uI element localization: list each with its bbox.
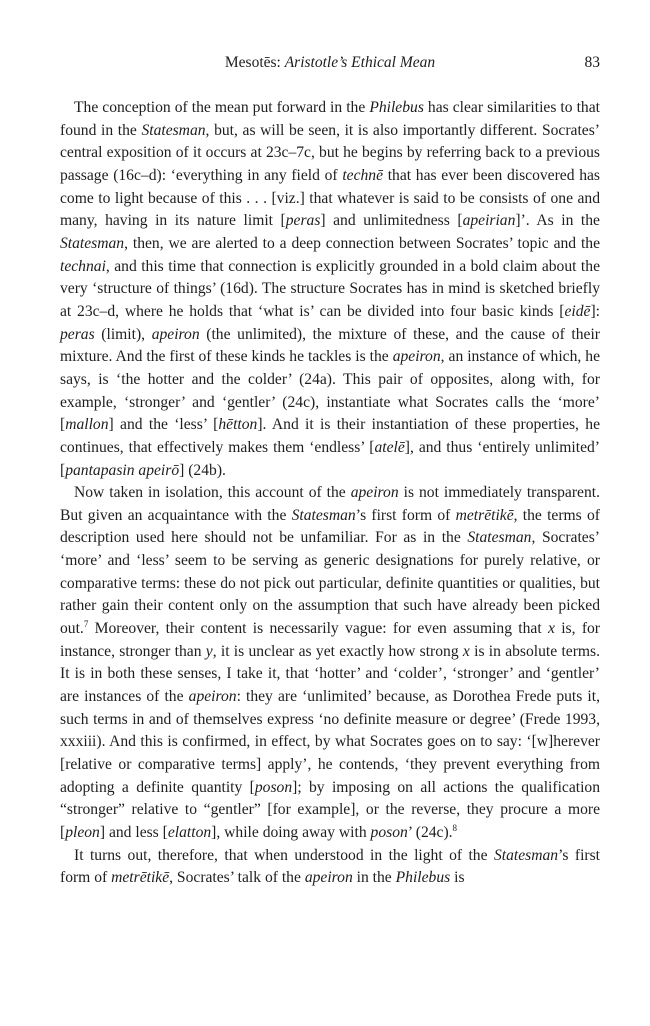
italic-term: apeiron <box>350 484 399 502</box>
italic-term: pleon <box>65 824 100 841</box>
italic-term: atelē <box>374 438 405 456</box>
text-run: , then, we are alerted to a deep connection between Socrates’ topic and the <box>124 234 600 252</box>
text-run: , it is unclear as yet exactly how strong <box>212 642 463 660</box>
italic-term: Philebus <box>395 869 451 887</box>
text-run: ] and less [ <box>99 824 168 841</box>
italic-term: apeiron <box>151 325 200 343</box>
text-run: (limit), <box>94 325 152 343</box>
paragraph <box>60 845 600 890</box>
text-run: It turns out, therefore, that when understood in the light of the <box>74 846 494 864</box>
text-run: : they are ‘unlimited’ because, as Dorothea Frede puts it, such terms in and of themselves express ‘no definite measure or degree’ (Frede 1993, xxxiii). And this is confirmed, in effect, by what Socrates goes on to say: ‘[w]herever [relative or comparative terms] apply’, he contends, ‘they prevent everything from adopting a definite quantity [ <box>60 688 600 796</box>
text-run: ], and thus ‘entirely unlimited’ [ <box>60 438 600 479</box>
text-run: has clear similarities to that found in the <box>60 99 600 139</box>
italic-term: apeiron <box>392 348 441 366</box>
paragraph <box>60 97 600 482</box>
text-run: Moreover, their content is necessarily vague: for even assuming that <box>88 620 548 638</box>
text-run: is <box>450 869 465 887</box>
text-run: ]. And it is their instantiation of these properties, he continues, that effectively makes them ‘endless’ [ <box>60 416 600 456</box>
text-run: , but, as will be seen, it is also importantly different. Socrates’ central exposition of it occurs at 23c–7c, but he begins by referring back to a previous passage (16c–d): ‘everything in any field of <box>60 121 600 184</box>
running-head <box>60 54 600 74</box>
paragraph <box>60 482 600 845</box>
text-run: , and this time that connection is explicitly grounded in a bold claim about the very ‘structure of things’ (16d). The structure Socrates has in mind is sketched briefly at 23c–d, where he holds that ‘what is’ can be divided into four basic kinds [ <box>60 257 600 320</box>
italic-term: metrētikē <box>455 506 514 524</box>
italic-term: technē <box>342 166 384 184</box>
text-run: ’s first form of <box>355 506 456 524</box>
italic-term: pantapasin apeirō <box>65 461 180 479</box>
italic-term: x <box>462 642 470 660</box>
italic-term: peras <box>60 325 95 343</box>
italic-term: poson <box>254 778 293 796</box>
italic-term: mallon <box>65 416 109 434</box>
text-run: is not immediately transparent. But given an acquaintance with the <box>60 484 600 524</box>
text-run: ]’. As in the <box>515 212 600 230</box>
italic-term: apeiron <box>188 688 237 706</box>
text-run: ]; by imposing on all actions the qualification “stronger” relative to “gentler” [for example], or the reverse, they procure a more [ <box>60 778 601 841</box>
text-run: , an instance of which, he says, is ‘the hotter and the colder’ (24a). This pair of opposites, along with, for example, ‘stronger’ and ‘gentler’ (24c), instantiate what Socrates calls the ‘more’ [ <box>60 348 600 434</box>
text-run: , the terms of description used here should not be unfamiliar. For as in the <box>60 506 600 547</box>
text-run: ] (24b). <box>179 461 226 479</box>
body-text <box>60 97 600 890</box>
text-run: (the unlimited), the mixture of these, and the cause of their mixture. And the first of these kinds he tackles is the <box>60 325 600 366</box>
italic-term: Statesman <box>60 234 125 252</box>
text-run: that has ever been discovered has come to light because of this . . . [viz.] that whatever is said to be consists of one and many, having in its nature limit [ <box>60 166 600 230</box>
italic-term: y <box>205 642 213 660</box>
italic-term: eidē <box>564 302 591 320</box>
text-run: The conception of the mean put forward in the <box>74 99 370 116</box>
italic-term: technai <box>60 257 106 275</box>
footnote-ref: 8 <box>452 823 458 833</box>
text-run: , Socrates’ talk of the <box>169 869 305 887</box>
text-run: , Socrates’ ‘more’ and ‘less’ seem to be serving as generic designations for purely relative, or comparative terms: these do not pick out particular, definite quantities or qualities, but rather gain their content only on the assumption that such have already been picked out. <box>60 529 600 638</box>
italic-term: apeirian <box>462 212 516 230</box>
italic-term: metrētikē <box>111 869 170 887</box>
italic-term: poson <box>370 824 408 841</box>
text-run: ] and the ‘less’ [ <box>108 416 219 434</box>
text-run: in the <box>352 869 396 887</box>
italic-term: hētton <box>218 416 258 434</box>
italic-term: Statesman <box>467 529 532 547</box>
italic-term: Statesman <box>141 121 206 139</box>
text-run: is in absolute terms. It is in both these senses, I take it, that ‘hotter’ and ‘colder’, ‘stronger’ and ‘gentler’ are instances of the <box>60 642 600 706</box>
italic-term: x <box>548 620 555 638</box>
italic-term: Statesman <box>291 506 356 524</box>
text-run: is, for instance, stronger than <box>60 620 600 660</box>
italic-term: Philebus <box>369 99 424 116</box>
text-run: Now taken in isolation, this account of the <box>74 484 351 502</box>
running-head-title <box>60 54 600 72</box>
text-run: ’ (24c). <box>407 824 453 841</box>
text-run: ]: <box>590 302 600 320</box>
italic-term: elatton <box>167 824 212 841</box>
text-run: ’s first form of <box>60 846 600 887</box>
text-run: ], while doing away with <box>211 824 371 841</box>
text-run: ] and unlimitedness [ <box>320 212 463 230</box>
page-number: 83 <box>584 54 600 71</box>
italic-term: peras <box>285 212 321 230</box>
running-head-author: Mesotēs: <box>224 54 285 71</box>
italic-term: apeiron <box>304 869 353 887</box>
running-head-book-title: Aristotle’s Ethical Mean <box>284 54 436 71</box>
footnote-ref: 7 <box>83 619 89 630</box>
italic-term: Statesman <box>493 846 559 864</box>
